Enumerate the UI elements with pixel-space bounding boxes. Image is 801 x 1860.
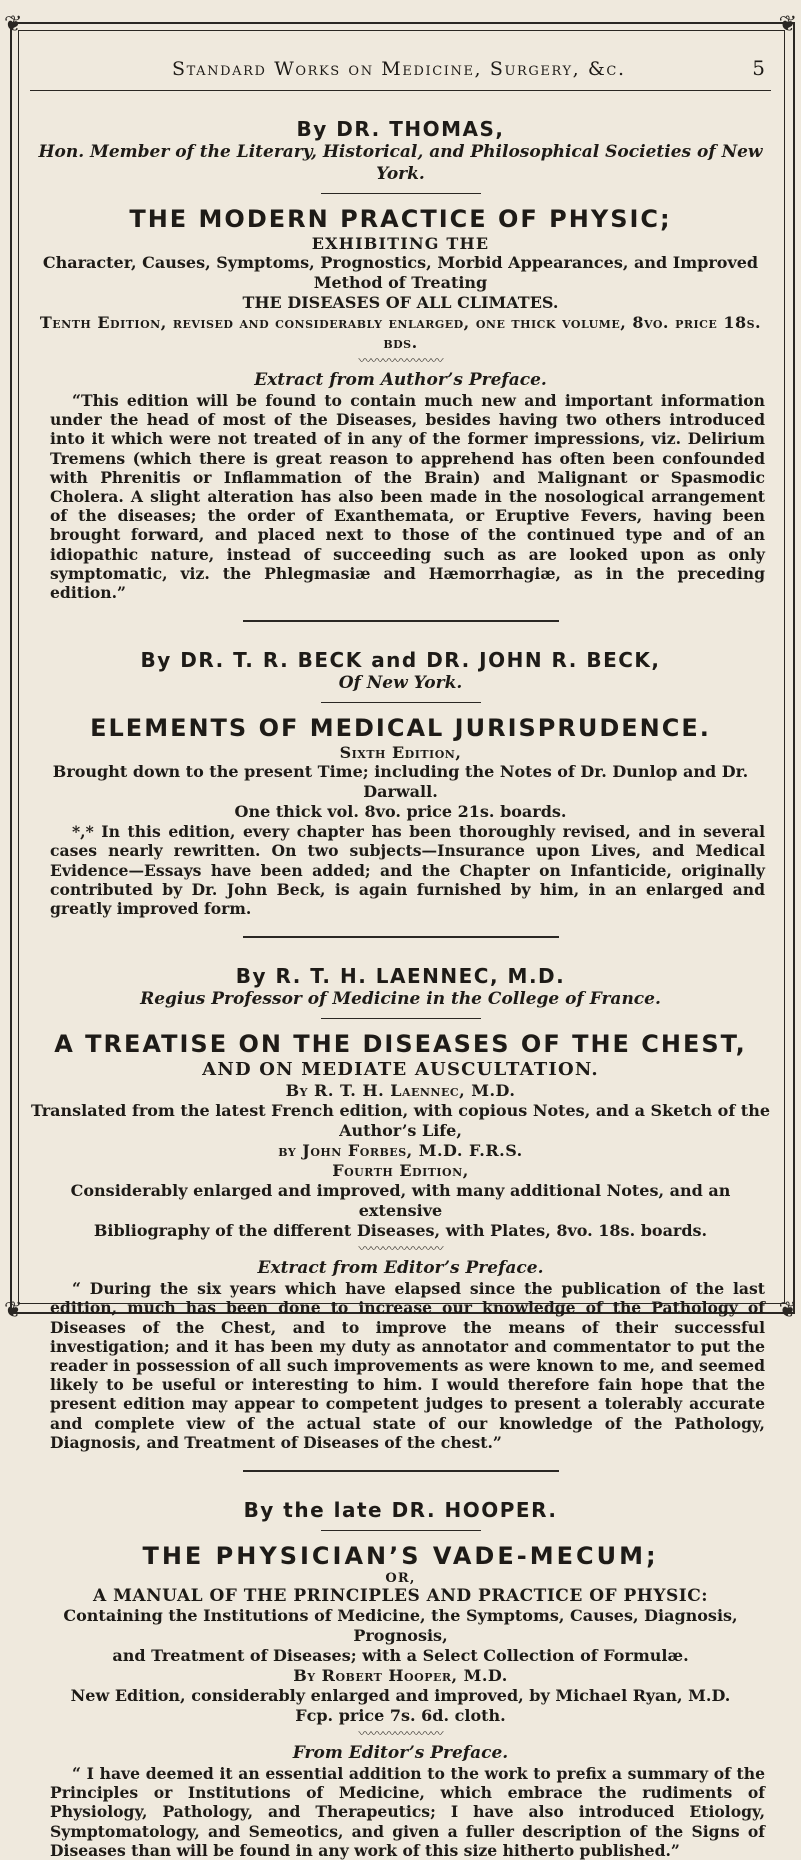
edition-line: Tenth Edition, revised and considerably enlarged, one thick volume, 8vo. price 18s. bds. [39,313,762,352]
extract-text: *,* In this edition, every chapter has been thoroughly revised, and in several cases nearly rewritten. On two subjects—Insurance upon Lives, and Medical Evidence—Essays have been added; and the Chapter on Infanticide, originally contributed by Dr. John Beck, is again furnished by him, in an enlarged and greatly improved form. [50,822,765,919]
book-entry-hooper [30,1498,771,1860]
book-subtitle: EXHIBITING THE [311,234,490,253]
ornament-rule: 〰〰〰〰〰〰〰 [358,1727,443,1743]
page-number: 5 [752,56,765,80]
header-title: Standard Works on Medicine, Surgery, &c. [172,58,626,80]
description-line: Character, Causes, Symptoms, Prognostics, Morbid Appearances, and Improved Method of Treating [42,253,759,292]
extract-heading: From Editor’s Preface. [292,1743,509,1764]
divider [321,1530,481,1531]
ornament-rule: 〰〰〰〰〰〰〰 [358,1242,443,1258]
author-affiliation: Of New York. [338,673,463,694]
description-line: Containing the Institutions of Medicine, the Symptoms, Causes, Diagnosis, Prognosis, [63,1606,738,1646]
extract-heading: Extract from Author’s Preface. [254,370,547,390]
corner-ornament-icon: ❦ [778,1298,797,1323]
ornament-rule: 〰〰〰〰〰〰〰 [358,354,443,369]
book-entry-beck [30,648,771,918]
extract-text: “ During the six years which have elapsed since the publication of the last edition, much has been done to increase our knowledge of the Pathology of Diseases of the Chest, and to improve the means of their successful investigation; and it has been my duty as annotator and commentator to put the reader in possession of all such improvements as were known to me, and seemed likely to be useful or interesting to him. I would therefore fain hope that the present edition may appear to competent judges to present a tolerably accurate and complete view of the actual state of our knowledge of the Pathology, Diagnosis, and Treatment of Diseases of the chest.” [50,1279,765,1452]
extract-heading: Extract from Editor’s Preface. [257,1258,544,1279]
author-line: By DR. THOMAS, [296,117,505,141]
author-affiliation: Regius Professor of Medicine in the College of France. [140,989,661,1010]
description-line: THE DISEASES OF ALL CLIMATES. [242,293,559,312]
book-title: A TREATISE ON THE DISEASES OF THE CHEST, [54,1030,747,1059]
book-subtitle: Sixth Edition, [339,743,462,763]
author-line: By R. T. H. LAENNEC, M.D. [235,964,566,989]
description-line: by John Forbes, M.D. F.R.S. [278,1141,523,1161]
divider [321,193,481,194]
book-title: THE PHYSICIAN’S VADE-MECUM; [142,1542,659,1571]
price-line: Fcp. price 7s. 6d. cloth. [295,1706,506,1726]
extract-text: “ I have deemed it an essential addition to the work to prefix a summary of the Principles or Institutions of Medicine, which embrace the rudiments of Physiology, Pathology, and Therapeutics; I have also introduced Etiology, Symptomatology, and Semeotics, and given a fuller description of the Signs of Diseases than will be found in any work of this size hitherto published.” [50,1764,765,1860]
running-header [30,46,771,91]
description-line: By Robert Hooper, M.D. [293,1666,508,1686]
book-subtitle: AND ON MEDIATE AUSCULTATION. [202,1059,599,1081]
description-line: Brought down to the present Time; including the Notes of Dr. Dunlop and Dr. Darwall. [52,762,749,802]
book-entry-thomas [30,117,771,602]
corner-ornament-icon: ❦ [778,12,797,37]
book-title: THE MODERN PRACTICE OF PHYSIC; [129,205,672,233]
divider [321,702,481,703]
description-line: and Treatment of Diseases; with a Select Collection of Formulæ. [112,1646,689,1666]
author-line: By DR. T. R. BECK and DR. JOHN R. BECK, [140,648,661,673]
book-entry-laennec [30,964,771,1452]
description-line: Translated from the latest French edition, with copious Notes, and a Sketch of the Author’s Life, [30,1101,771,1141]
description-line: New Edition, considerably enlarged and improved, by Michael Ryan, M.D. [70,1686,731,1706]
corner-ornament-icon: ❦ [4,12,23,37]
section-separator [243,620,559,622]
description-line: A MANUAL OF THE PRINCIPLES AND PRACTICE OF PHYSIC: [92,1586,709,1607]
description-line: Considerably enlarged and improved, with many additional Notes, and an extensive [70,1181,731,1221]
edition-line: Fourth Edition, [332,1161,469,1181]
section-separator [243,1470,559,1472]
description-line: Bibliography of the different Diseases, with Plates, 8vo. 18s. boards. [93,1221,708,1241]
book-subtitle: OR, [385,1571,416,1587]
author-affiliation: Hon. Member of the Literary, Historical, and Philosophical Societies of New York. [38,142,763,184]
extract-text: “This edition will be found to contain much new and important information under the head of most of the Diseases, besides having two others introduced into it which were not treated of in any of the former impressions, viz. Delirium Tremens (which there is great reason to apprehend has often been confounded with Phrenitis or Inflammation of the Brain) and Malignant or Spasmodic Cholera. A slight alteration has also been made in the nosological arrangement of the diseases; the order of Exanthemata, or Eruptive Fevers, having been brought forward, and placed next to those of the continued type and of an idiopathic nature, instead of succeeding such as are looked upon as only symptomatic, viz. the Phlegmasiæ and Hæmorrhagiæ, as in the preceding edition.” [50,391,765,603]
author-line: By the late DR. HOOPER. [243,1498,558,1523]
divider [321,1018,481,1019]
corner-ornament-icon: ❦ [4,1298,23,1323]
book-title: ELEMENTS OF MEDICAL JURISPRUDENCE. [90,714,711,743]
page-content [30,46,771,1860]
section-separator [243,936,559,938]
description-line: By R. T. H. Laennec, M.D. [285,1081,516,1101]
description-line: One thick vol. 8vo. price 21s. boards. [234,802,567,822]
